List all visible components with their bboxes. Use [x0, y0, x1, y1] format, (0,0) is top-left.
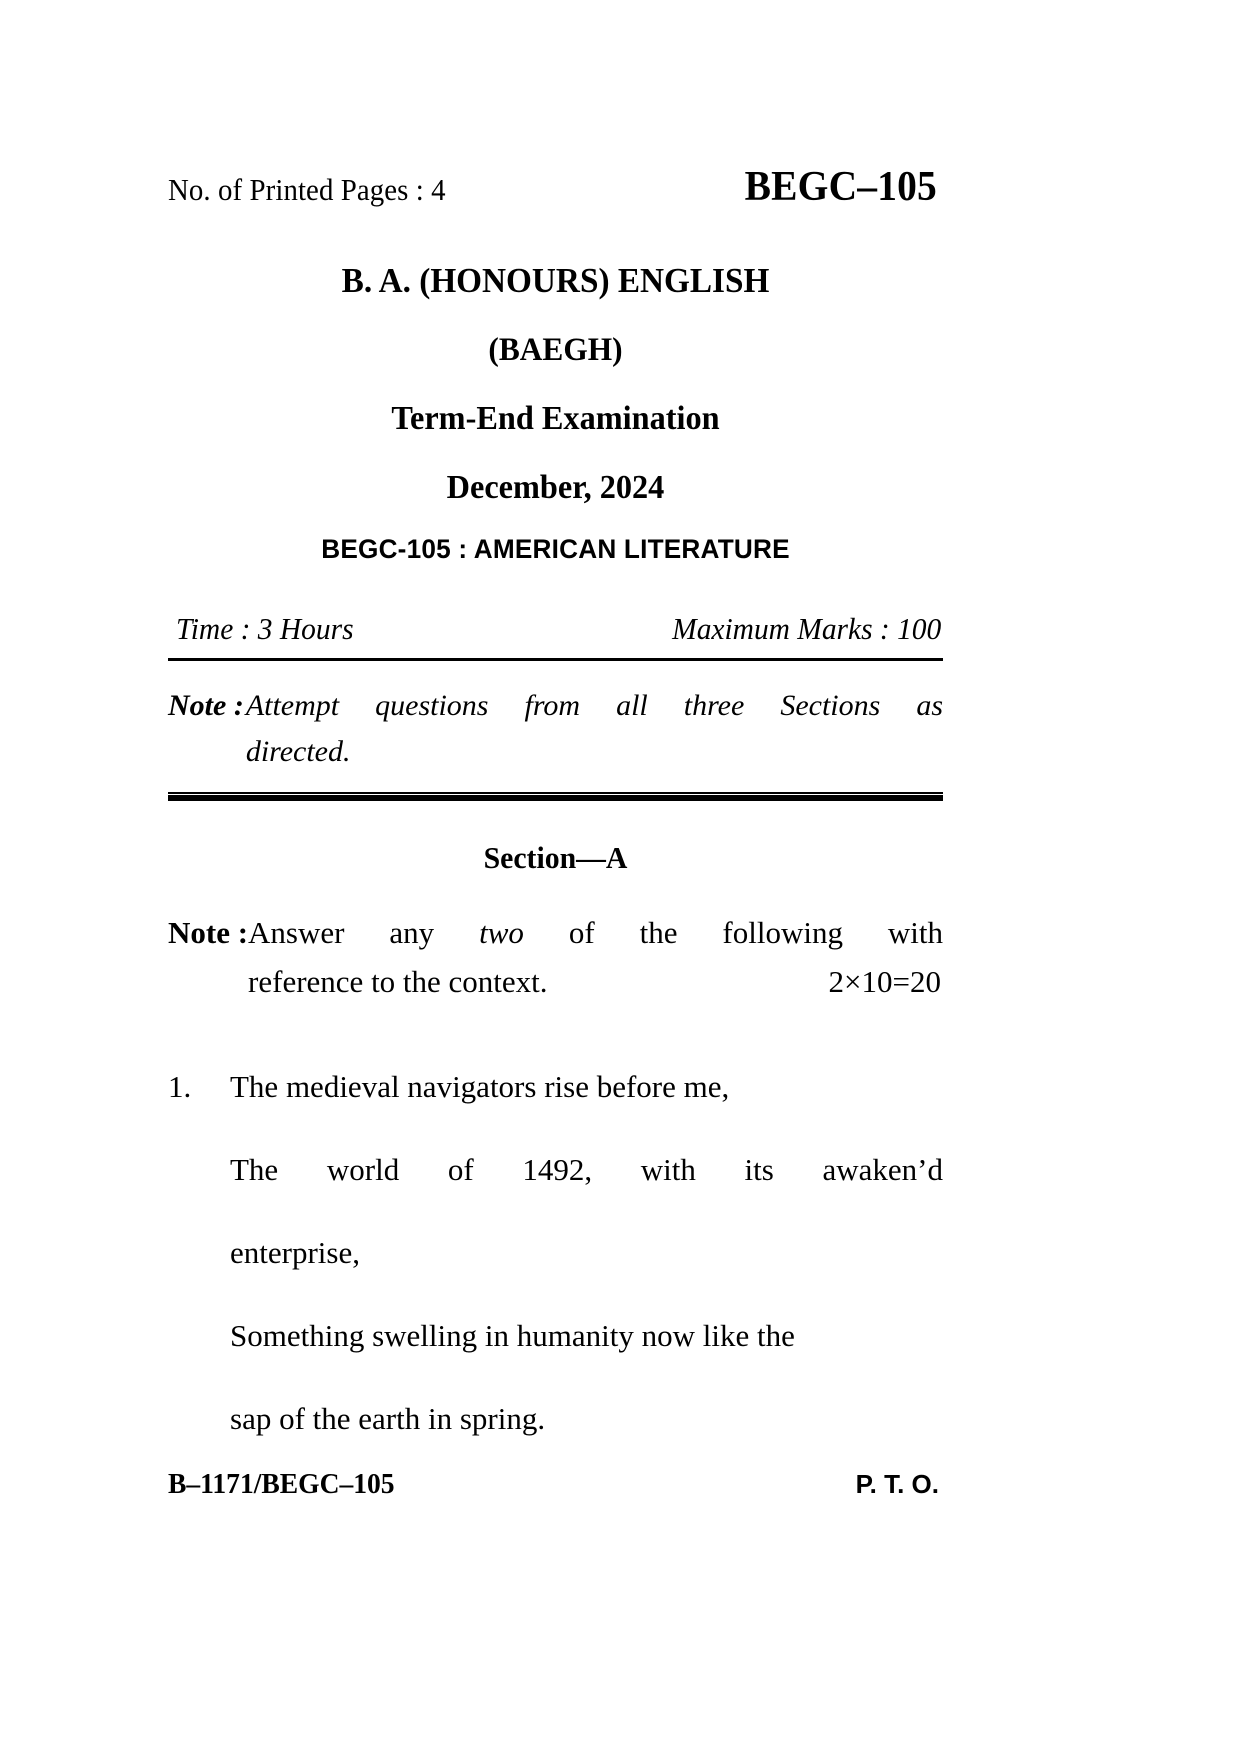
- question-1-line-2: The world of 1492, with its awaken’d: [230, 1152, 943, 1188]
- note-word-two: two: [479, 915, 524, 951]
- page-content: [168, 0, 943, 1444]
- note-word-with: with: [887, 915, 944, 951]
- note-word-answer: Answer: [248, 915, 345, 951]
- time-marks-row: [168, 611, 943, 647]
- examination-type: Term-End Examination: [391, 400, 720, 437]
- general-note-line-1: Attempt questions from all three Sections as: [245, 689, 943, 722]
- note-word-any: any: [389, 915, 435, 951]
- question-1-line-4: Something swelling in humanity now like the: [230, 1318, 795, 1354]
- note-word-following: following: [722, 915, 843, 951]
- title-block: [168, 261, 943, 565]
- maximum-marks: Maximum Marks : 100: [671, 611, 941, 646]
- programme-code: (BAEGH): [488, 332, 623, 368]
- divider-single: [168, 658, 943, 661]
- section-a-note-label: Note :: [168, 915, 249, 951]
- footer-paper-reference: B–1171/BEGC–105: [168, 1468, 395, 1500]
- page-footer: [168, 1468, 943, 1501]
- programme-title: B. A. (HONOURS) ENGLISH: [341, 261, 770, 300]
- section-a-note-line-1: [248, 909, 943, 958]
- footer-pto: P. T. O.: [855, 1469, 939, 1499]
- question-1-line-3: enterprise,: [230, 1235, 360, 1271]
- question-1-body: [230, 1063, 943, 1444]
- section-a-marks: 2×10=20: [828, 964, 941, 1000]
- general-note-label: Note :: [168, 689, 244, 722]
- question-1-number: 1.: [168, 1069, 192, 1105]
- question-1: [168, 1063, 943, 1444]
- divider-double: [168, 792, 943, 801]
- section-a-note: [168, 909, 943, 1007]
- general-note-line-2: directed.: [245, 734, 351, 768]
- section-a-note-text: reference to the context.: [248, 964, 548, 1000]
- header-row: [168, 163, 943, 215]
- general-note-body: [246, 683, 943, 774]
- note-word-the: the: [639, 915, 678, 951]
- subject-title: BEGC-105 : AMERICAN LITERATURE: [321, 534, 790, 564]
- section-a-note-body: [248, 909, 943, 1007]
- note-word-of: of: [568, 915, 595, 951]
- section-a-heading: Section—A: [483, 840, 628, 876]
- question-1-line-1: The medieval navigators rise before me,: [230, 1069, 730, 1105]
- question-1-line-5: sap of the earth in spring.: [230, 1401, 546, 1436]
- printed-pages-label: No. of Printed Pages : 4: [168, 172, 446, 207]
- time-allowed: Time : 3 Hours: [176, 611, 354, 646]
- paper-code: BEGC–105: [744, 164, 938, 210]
- section-a-note-line-2: [248, 958, 943, 1007]
- general-note: [168, 683, 943, 774]
- examination-session: December, 2024: [446, 469, 665, 506]
